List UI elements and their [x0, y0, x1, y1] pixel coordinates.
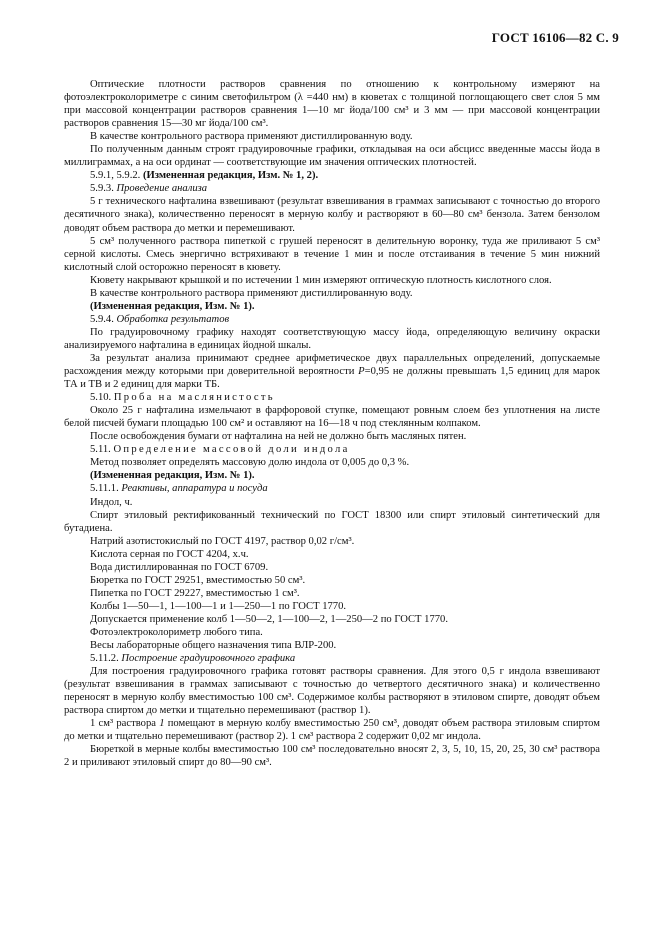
clause-number: 5.11.1.: [90, 483, 122, 495]
heading-text: Проведение анализа: [116, 183, 208, 195]
section-heading: [64, 391, 600, 404]
clause-number: 5.11.: [90, 444, 114, 456]
clause-number: 5.10.: [90, 392, 114, 404]
amendment-note: [64, 169, 600, 182]
text-run: помещают в мерную колбу вместимостью 250 см³, доводят объем раствора этиловым спиртом до метки и тщательно перемешивают (раствор 2). 1 см³ раствора 2 содержит 0,02 мг индола.: [64, 718, 600, 743]
list-item: Весы лабораторные общего назначения типа ВЛР-200.: [90, 640, 337, 652]
paragraph: 5 г технического нафталина взвешивают (результат взвешивания в граммах записывают с точностью до второго десятичного знака), количественно переносят в мерную колбу и растворяют в 60—80 см³ бензола. Затем бензолом доводят объем раствора до метки и перемешивают.: [64, 196, 600, 234]
list-item: Вода дистиллированная по ГОСТ 6709.: [90, 561, 269, 573]
heading-text: Реактивы, аппаратура и посуда: [121, 483, 268, 495]
list-item: Индол, ч.: [90, 496, 133, 508]
paragraph: Кювету накрывают крышкой и по истечении 1 мин измеряют оптическую плотность кислотного слоя.: [90, 274, 552, 286]
section-heading: [64, 313, 600, 326]
list-item: Фотоэлектроколориметр любого типа.: [90, 626, 263, 638]
paragraph: Около 25 г нафталина измельчают в фарфоровой ступке, помещают ровным слоем без уплотнения на листе белой писчей бумаги площадью 100 см² и оставляют на 16—18 ч под стеклянным колпаком.: [64, 405, 600, 430]
paragraph: [64, 352, 600, 391]
paragraph: Оптические плотности растворов сравнения по отношению к контрольному измеряют на фотоэлектроколориметре с синим светофильтром (λ =440 нм) в кюветах с толщиной поглощающего свет слоя 5 мм при массовой концентрации растворов сравнения 1—10 мг йода/100 см³ и 3 мм — при массовой концентрации растворов сравнения 15—30 мг йода/100 см³.: [64, 79, 600, 130]
text-run: =0,95 не должны превышать 1,5 единиц для марок ТА и ТВ и 2 единиц для марки ТБ.: [64, 366, 600, 391]
clause-number: 5.9.1, 5.9.2.: [90, 170, 143, 182]
paragraph: Метод позволяет определять массовую долю индола от 0,005 до 0,3 %.: [90, 457, 410, 469]
section-heading: [64, 482, 600, 495]
paragraph: Бюреткой в мерные колбы вместимостью 100 см³ последовательно вносят 2, 3, 5, 10, 15, 20, 25, 30 см³ раствора 2 и приливают этиловый спирт до 80—90 см³.: [64, 744, 600, 769]
clause-number: 5.11.2.: [90, 653, 122, 665]
paragraph: В качестве контрольного раствора применяют дистиллированную воду.: [90, 287, 413, 299]
paragraph: [64, 717, 600, 743]
document-body: [64, 78, 600, 769]
solution-number: 1: [159, 718, 165, 730]
amendment-note: (Измененная редакция, Изм. № 1).: [90, 470, 255, 482]
clause-number: 5.9.3.: [90, 183, 117, 195]
text-run: 1 см³ раствора: [90, 718, 160, 730]
section-heading: [64, 652, 600, 665]
amendment-note: (Измененная редакция, Изм. № 1).: [90, 300, 255, 312]
heading-text: Проба на маслянистость: [113, 392, 275, 404]
list-item: Кислота серная по ГОСТ 4204, х.ч.: [90, 548, 249, 560]
section-heading: [64, 443, 600, 456]
amendment-label: (Измененная редакция, Изм. № 1, 2).: [142, 170, 319, 182]
heading-text: Построение градуировочного графика: [121, 653, 296, 665]
page-header: ГОСТ 16106—82 С. 9: [491, 30, 619, 45]
list-item: Бюретка по ГОСТ 29251, вместимостью 50 см³.: [90, 574, 306, 586]
list-item: Колбы 1—50—1, 1—100—1 и 1—250—1 по ГОСТ 1770.: [90, 600, 347, 612]
paragraph: По градуировочному графику находят соответствующую массу йода, определяющую величину окраски анализируемого нафталина в единицах йодной шкалы.: [64, 326, 600, 351]
paragraph: После освобождения бумаги от нафталина на ней не должно быть масляных пятен.: [90, 431, 467, 443]
paragraph: По полученным данным строят градуировочные графики, откладывая на оси абсцисс введенные массы йода в миллиграммах, а на оси ординат — соответствующие им значения оптических плотностей.: [64, 144, 600, 169]
clause-number: 5.9.4.: [90, 313, 117, 325]
heading-text: Обработка результатов: [116, 313, 230, 325]
paragraph: В качестве контрольного раствора применяют дистиллированную воду.: [90, 131, 413, 143]
text-run: За результат анализа принимают среднее арифметическое двух параллельных определений, допускаемые расхождения между которыми при доверительной вероятности: [64, 352, 600, 378]
list-item: Пипетка по ГОСТ 29227, вместимостью 1 см³.: [90, 587, 300, 599]
list-item: Спирт этиловый ректификованный технический по ГОСТ 18300 или спирт этиловый синтетический для бутадиена.: [64, 509, 600, 534]
paragraph: Для построения градуировочного графика готовят растворы сравнения. Для этого 0,5 г индола взвешивают (результат взвешивания в граммах записывают с точностью до четвертого десятичного знака) и количественно переносят в мерную колбу вместимостью 100 см³. Содержимое колбы растворяют в этиловом спирте, доводят объем раствора спиртом до метки и тщательно перемешивают (раствор 1).: [64, 666, 600, 717]
variable-p: P: [358, 366, 365, 378]
section-heading: [64, 182, 600, 195]
heading-text: Определение массовой доли индола: [113, 444, 350, 456]
list-item: Допускается применение колб 1—50—2, 1—100—2, 1—250—2 по ГОСТ 1770.: [90, 613, 448, 625]
list-item: Натрий азотистокислый по ГОСТ 4197, раствор 0,02 г/см³.: [90, 535, 355, 547]
paragraph: 5 см³ полученного раствора пипеткой с грушей переносят в делительную воронку, туда же приливают 5 см³ серной кислоты. Смесь энергично встряхивают в течение 1 мин и после отстаивания в течение 5 мин нижний кислотный слой осторожно переносят в кювету.: [64, 235, 600, 273]
